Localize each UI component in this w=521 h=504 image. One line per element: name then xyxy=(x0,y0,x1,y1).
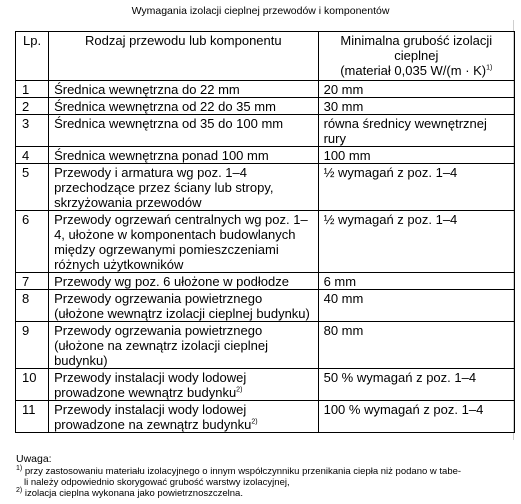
row-req: 50 % wymagań z poz. 1–4 xyxy=(318,369,514,401)
footnote-2-mark: 2) xyxy=(16,486,23,494)
table-row xyxy=(16,401,515,433)
table-row xyxy=(16,322,515,369)
header-req-line1: Minimalna grubość izolacji cieplnej xyxy=(340,33,493,63)
row-req: 30 mm xyxy=(318,98,514,115)
row-lp: 7 xyxy=(16,273,49,290)
footnote-1-mark: 1) xyxy=(16,464,23,472)
table-row xyxy=(16,290,515,322)
header-row xyxy=(16,32,515,81)
row-lp: 3 xyxy=(16,115,49,147)
table-row xyxy=(16,81,515,98)
header-req-footnote: 1) xyxy=(486,64,493,72)
footnote-1-cont: li należy odpowiednio skorygować grubość warstwy izolacyjnej, xyxy=(24,477,290,488)
header-lp: Lp. xyxy=(16,32,49,81)
row-type-footnote: 2) xyxy=(236,386,243,394)
row-req: 40 mm xyxy=(318,290,514,322)
row-lp: 8 xyxy=(16,290,49,322)
header-type: Rodzaj przewodu lub komponentu xyxy=(49,32,319,81)
row-type xyxy=(49,401,319,433)
row-req: ½ wymagań z poz. 1–4 xyxy=(318,211,514,273)
insulation-table xyxy=(15,31,515,433)
row-type: Średnica wewnętrzna ponad 100 mm xyxy=(49,147,319,164)
row-req: 6 mm xyxy=(318,273,514,290)
row-req: równa średnicy wewnętrznej rury xyxy=(318,115,514,147)
notes-heading: Uwaga: xyxy=(16,453,52,465)
header-requirement xyxy=(318,32,514,81)
row-lp: 10 xyxy=(16,369,49,401)
row-type xyxy=(49,369,319,401)
row-type: Przewody ogrzewań centralnych wg poz. 1–4, ułożone w komponentach budowlanych między ogrzewanymi pomieszczeniami różnych użytkowników xyxy=(49,211,319,273)
row-lp: 9 xyxy=(16,322,49,369)
row-req: 20 mm xyxy=(318,81,514,98)
row-type: Średnica wewnętrzna od 22 do 35 mm xyxy=(49,98,319,115)
row-type: Przewody wg poz. 6 ułożone w podłodze xyxy=(49,273,319,290)
row-lp: 2 xyxy=(16,98,49,115)
row-type-text: Przewody instalacji wody lodowej prowadzone wewnątrz budynku xyxy=(54,370,247,400)
row-lp: 5 xyxy=(16,164,49,211)
row-type: Przewody ogrzewania powietrznego (ułożone wewnątrz izolacji cieplnej budynku) xyxy=(49,290,319,322)
table-row xyxy=(16,273,515,290)
row-type: Przewody ogrzewania powietrznego (ułożone na zewnątrz izolacji cieplnej budynku) xyxy=(49,322,319,369)
table-row xyxy=(16,98,515,115)
header-req-line2: (materiał 0,035 W/(m · K) xyxy=(340,63,487,78)
footnote-1-text-a: przy zastosowaniu materiału izolacyjnego o innym współczynniku przenikania ciepła niż podano w tabe- xyxy=(24,466,462,477)
row-req: ½ wymagań z poz. 1–4 xyxy=(318,164,514,211)
footnote-2-text: izolacja cieplna wykonana jako powietrznoszczelna. xyxy=(24,488,243,499)
row-type-text: Przewody instalacji wody lodowej prowadzone na zewnątrz budynku xyxy=(54,402,252,432)
row-type: Średnica wewnętrzna od 35 do 100 mm xyxy=(49,115,319,147)
table-row xyxy=(16,164,515,211)
row-lp: 6 xyxy=(16,211,49,273)
row-lp: 4 xyxy=(16,147,49,164)
row-type: Średnica wewnętrzna do 22 mm xyxy=(49,81,319,98)
table-row xyxy=(16,147,515,164)
row-req: 80 mm xyxy=(318,322,514,369)
row-lp: 11 xyxy=(16,401,49,433)
table-row xyxy=(16,115,515,147)
footnote-1 xyxy=(16,466,516,477)
footnotes xyxy=(16,454,516,499)
row-lp: 1 xyxy=(16,81,49,98)
row-type: Przewody i armatura wg poz. 1–4 przechodzące przez ściany lub stropy, skrzyżowania przewodów xyxy=(49,164,319,211)
row-req: 100 % wymagań z poz. 1–4 xyxy=(318,401,514,433)
table-title: Wymagania izolacji cieplnej przewodów i komponentów xyxy=(131,5,390,17)
row-type-footnote: 2) xyxy=(251,418,258,426)
table-row xyxy=(16,211,515,273)
footnote-2 xyxy=(16,488,516,499)
table-row xyxy=(16,369,515,401)
row-req: 100 mm xyxy=(318,147,514,164)
